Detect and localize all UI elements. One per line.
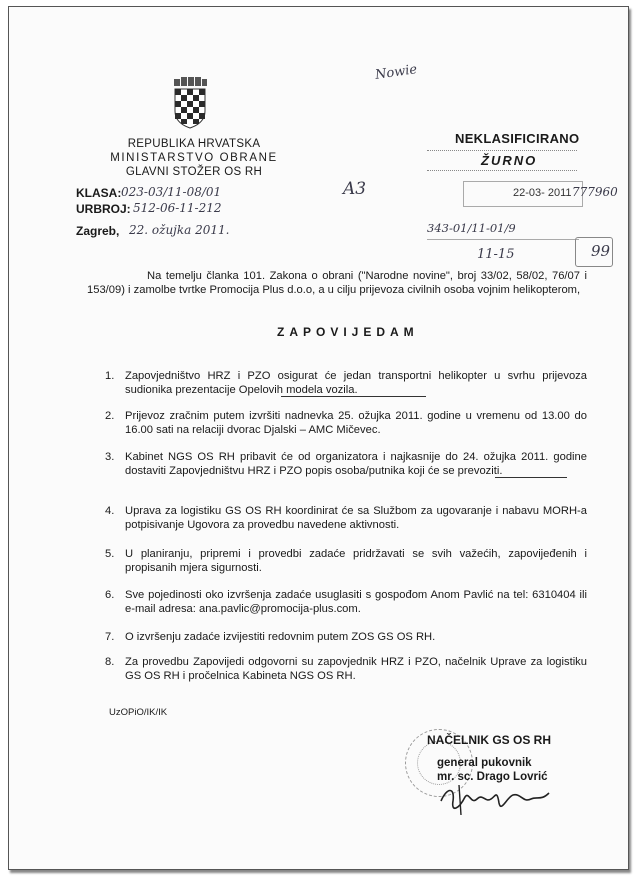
order-item-5: [105, 547, 587, 575]
signatory-position: NAČELNIK GS OS RH: [427, 733, 552, 747]
order-item-3: [105, 450, 587, 478]
item-text: Kabinet NGS OS RH pribavit će od organizatora i najkasnije do 24. ožujka 2011. godine dostaviti Zapovjedništvu HRZ i PZO popis osoba/putnika koji će se prevoziti.: [125, 451, 587, 478]
intro-paragraph: Na temelju članka 101. Zakona o obrani ("Narodne novine", broj 33/02, 58/02, 76/07 i 153/09) i zamolbe tvrtke Promocija Plus d.o.o, a u cilju prijevoza civilnih osoba vojnim helikopterom,: [87, 270, 587, 297]
item-number: 5.: [105, 548, 115, 560]
stamp-line: [427, 150, 577, 152]
order-item-2: [105, 409, 587, 437]
item-number: 8.: [105, 656, 115, 668]
order-item-1: [105, 369, 587, 397]
ref-line: [427, 239, 579, 241]
received-date: 22-03- 2011: [513, 187, 572, 199]
order-item-8: [105, 655, 587, 683]
klasa-value: 023-03/11-08/01: [121, 185, 222, 199]
center-mark: A3: [343, 179, 367, 199]
order-item-4: [105, 504, 587, 532]
received-number: 777960: [572, 185, 618, 199]
stamp-line-2: [427, 170, 577, 172]
header-republic: REPUBLIKA HRVATSKA: [127, 138, 261, 150]
order-item-7: [105, 630, 587, 644]
handwritten-date: 22. ožujka 2011.: [129, 223, 230, 237]
item-number: 7.: [105, 631, 115, 643]
item-text: O izvršenju zadaće izvijestiti redovnim putem ZOS GS OS RH.: [125, 631, 436, 643]
handwritten-box: [575, 237, 613, 267]
item-number: 3.: [105, 451, 115, 463]
footer-code: UzOPiO/IK/IK: [109, 707, 168, 718]
signatory-name: mr. sc. Drago Lovrić: [437, 771, 548, 783]
item-text: Prijevoz zračnim putem izvršiti nadnevka 25. ožujka 2011. godine u vremenu od 13.00 do 16.00 sati na relaciji dvorac Djalski – AMC Mičevec.: [125, 410, 587, 437]
item-number: 4.: [105, 505, 115, 517]
item-text: Uprava za logistiku GS OS RH koordinirat će sa Službom za ugovaranje i nabavu MORH-a potpisivanje Ugovora za provedbu navedene aktivnosti.: [125, 505, 587, 532]
item-number: 6.: [105, 589, 115, 601]
place-label: Zagreb,: [76, 224, 120, 238]
top-handwritten-note: Nowie: [374, 62, 419, 83]
urbroj-value: 512-06-11-212: [133, 201, 222, 215]
handwritten-underline-2: [495, 477, 567, 479]
item-number: 1.: [105, 370, 115, 382]
header-ministry: MINISTARSTVO OBRANE: [110, 152, 278, 164]
classification-label: NEKLASIFICIRANO: [455, 131, 580, 146]
urbroj-label: URBROJ:: [76, 202, 131, 216]
item-text: Za provedbu Zapovijedi odgovorni su zapovjednik HRZ i PZO, načelnik Uprave za logistiku GS OS RH i pročelnica Kabineta NGS OS RH.: [125, 656, 587, 683]
order-title: ZAPOVIJEDAM: [277, 325, 419, 339]
klasa-label: KLASA:: [76, 186, 122, 200]
handwritten-signature: [437, 779, 557, 819]
document-page: [8, 6, 629, 870]
header-general-staff: GLAVNI STOŽER OS RH: [125, 166, 263, 178]
signatory-rank: general pukovnik: [437, 757, 532, 769]
item-number: 2.: [105, 410, 115, 422]
handwritten-underline: [281, 396, 426, 398]
item-text: Zapovjedništvo HRZ i PZO osigurat će jedan transportni helikopter u svrhu prijevoza sudionika prezentacije Opelovih modela vozila.: [125, 370, 587, 397]
urgency-label: ŽURNO: [481, 153, 538, 168]
croatian-coat-of-arms-icon: [172, 77, 208, 129]
handwritten-reference: 343-01/11-01/9: [427, 221, 516, 235]
handwritten-reference-3: 99: [591, 242, 611, 260]
order-item-6: [105, 588, 587, 616]
item-text: Sve pojedinosti oko izvršenja zadaće usuglasiti s gospođom Anom Pavlić na tel: 6310404 ili e-mail adresa: ana.pavlic@promocija-plus.com.: [125, 589, 587, 616]
item-text: U planiranju, pripremi i provedbi zadaće pridržavati se svih važećih, zapovijeđenih i propisanih mjera sigurnosti.: [125, 548, 587, 575]
handwritten-reference-2: 11-15: [477, 247, 515, 262]
